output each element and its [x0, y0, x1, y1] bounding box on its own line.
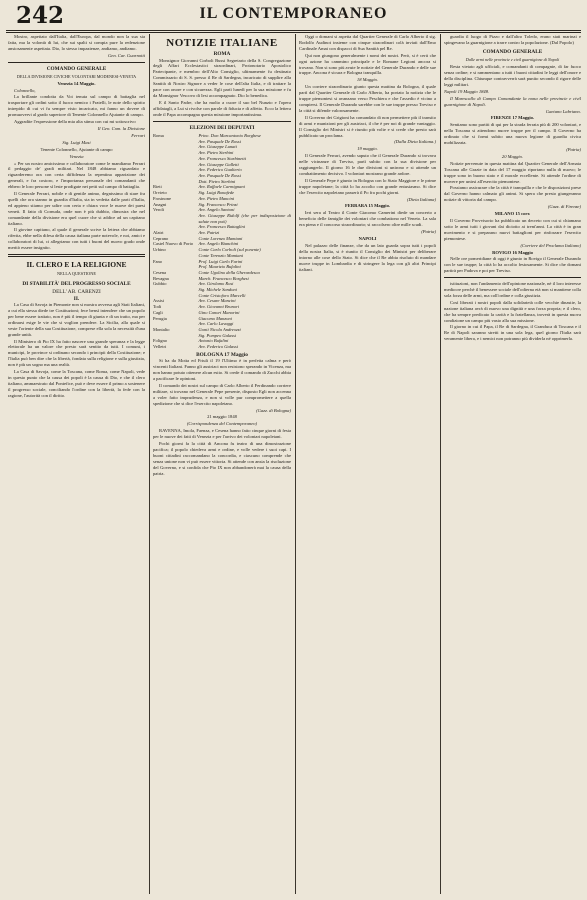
candidate-name: Prof. Maurizio Bufalini — [198, 264, 241, 270]
column-separator — [440, 34, 441, 894]
constituency-name: Bevagna — [153, 275, 169, 281]
candidate-name: Antonio Bufalini — [198, 338, 229, 344]
candidate-name: Conte Cristoforo Marcelli — [198, 292, 246, 298]
article-paragraph: RAVENNA, Imola, Faenza, e Cesena hanno fatto cinque giorni di festa per le nuove dei fatti di Venezia e per l'arrivo dei volontari napoletani. — [153, 428, 291, 440]
article-paragraph: Un corriere straordinario giunto questa mattina da Bologna, il quale partì dal Quartier Generale di Carlo Alberto, ha portato la notizia che le truppe piemontesi si avanzano verso Peschiera e che l'assedio è vicino a compiersi. Il Generale Durando sarebbe con le sue truppe presso Treviso e la città si difende valorosamente. — [299, 84, 436, 113]
article-paragraph: Il Generale Ferrari, avendo saputo che il Generale Durando si trovava nelle vicinanze di Treviso, partì subito con la sua divisione per raggiungerlo. Il giorno 16 le due divisioni si unirono e si attende un combattimento decisivo. I volontari mostrano grande ardore. — [299, 153, 436, 176]
article-paragraph: guardia il luogo di Pizzo e dall'altro Toledo, erano stati marinai e spingevano la guarnigione a trarre contro la popolazione. (Dal Popolo) — [444, 34, 581, 45]
divider — [8, 254, 145, 257]
constituency-name: Rieti — [153, 184, 162, 190]
divider — [444, 277, 581, 278]
addressee: Sig. Luigi Masi — [62, 139, 91, 145]
candidate-name: Dott. Pietro Sterbini — [198, 178, 236, 184]
section-heading: COMANDO GENERALE — [482, 48, 543, 55]
section-subheading: DELLA DIVISIONE CIVICHE VOLONTARI MODENESI-VENETA — [16, 74, 137, 80]
city-heading: ROMA — [213, 51, 231, 57]
article-paragraph: E il Santo Padre, che ha molto a cuore il suo bel Nunzio e l'opera affidatagli, a Lui si rivolse con parole di fiducia e di affetto. Ecco la lettera onde il Papa accompagna questa missione importantissima. — [153, 99, 291, 117]
constituency-name: Castel Nuovo di Porto — [153, 241, 194, 247]
section-heading: ELEZIONI DEI DEPUTATI — [189, 124, 255, 131]
dateline: 21 maggio 1848 — [207, 414, 237, 420]
candidate-name: Prof. Luigi Carlo Farini — [198, 258, 243, 264]
section-subheading: DI STABILITÀ' DEL PROGRESSO SOCIALE — [22, 280, 131, 287]
constituency-name — [153, 213, 199, 224]
constituency-name: Assisi — [153, 298, 165, 304]
city-heading: MILANO 15 corr. — [494, 211, 531, 217]
masthead-rule — [6, 30, 581, 31]
signature: Gaetano Labriano. — [545, 108, 581, 114]
article-paragraph: Il Governo dei Grigioni ha comandato di non permettere più il transito di armi e munizioni per gli austriaci, il che è per noi di grande vantaggio. Il Consiglio dei Ministri si è riunito più volte e si crede che presto sarà pubblicato un proclama. — [299, 114, 436, 138]
article-paragraph: Il giovine capitano, al quale il generale scrive la lettera che abbiamo riferita, ebbe nella difesa della causa italiana parte notevole, e noi, amici e collaboratori di lui, ci allegriamo con tutti i buoni del nuovo grado onde meritò essere insignito. — [8, 227, 145, 251]
salutation: Colonnello, — [14, 87, 36, 93]
candidate-name: Sig. Luigi Bonafede — [198, 190, 235, 196]
newspaper-title: IL CONTEMPORANEO — [199, 5, 388, 22]
article-paragraph: Notizie pervenute in questa mattina dal Quartier Generale dell'Armata Toscana alle Grazie in data del 17 maggio riportano nulla di nuovo; le truppe sono in buono stato e il morale eccellente. Si attende l'ordine di movere per unirsi all'esercito piemontese. — [444, 160, 581, 184]
dateline: 18 Maggio. — [356, 77, 379, 83]
article-paragraph: Il giorno in cui il Papa, il Re di Sardegna, il Granduca di Toscana e il Re di Napoli saranno stretti in una sola lega, quel giorno l'Italia sarà veramente libera, e i nemici non potranno più dividerla né opprimerla. — [444, 324, 581, 342]
article-paragraph: Resta vietato agli ufficiali, e comandanti di compagnie, di far fuoco senza ordine; e si rammentano a tutti i buoni cittadini le leggi dell'onore e della disciplina. Chiunque contravverrà sarà punito secondo il rigore delle leggi militari. — [444, 64, 581, 87]
city-heading: ROVIGO 16 Maggio — [492, 249, 533, 255]
signature: Gen. Car. Guarnotti — [107, 52, 145, 58]
constituency-name: Frosinone — [153, 195, 171, 201]
city-heading: FERRARA 15 Maggio. — [344, 203, 391, 209]
dateline: Napoli 19 Maggio 1848. — [444, 88, 490, 94]
constituency-name: Alatri — [153, 230, 164, 236]
correspondence-heading: (Corrispondenza del Contemporaneo) — [186, 421, 258, 427]
author: DELL' AB. CARENZI — [52, 289, 101, 296]
candidate-name: Gonti Nicola Andreozzi — [198, 326, 241, 332]
constituency-name: Gubbio — [153, 281, 167, 287]
addressee: Tenente Colonnello, Ajutante di campo — [40, 146, 113, 152]
constituency-name: Cagli — [153, 309, 163, 315]
candidate-name: Conte Lorenzo Mamiani — [198, 235, 243, 241]
addressee: Venezia — [69, 153, 84, 159]
section-subheading: Dalle armi nelle provincie e civil guarnigione di Napoli — [465, 57, 560, 63]
article-paragraph: Il Ministero di Pio IX ha fatto nascere una grande speranza e la legge elettorale ha un valore che presto sarà sentito da tutti. I comuni, i municipi, le province si ordinano secondo i principii della Costituzione; e l'Italia può ben dire che la libertà, fondata sulla religione e sulla giustizia, non è più un sogno ma una realtà. — [8, 338, 145, 368]
city-heading: NAPOLI — [358, 236, 377, 241]
city-heading: FIRENZE 17 Maggio. — [490, 115, 535, 121]
candidate-name: Avv. Cesare Mancini — [198, 298, 236, 304]
divider — [153, 121, 291, 122]
section-heading: NOTIZIE ITALIANE — [166, 37, 278, 49]
candidate-name: Sig. Pompeo Galassi — [198, 332, 237, 338]
candidate-name: Avv. Girolamo Rosi — [198, 281, 234, 287]
constituency-name: Foligno — [153, 338, 168, 344]
candidate-name: Conte Ugolino della Gherardesca — [198, 269, 260, 275]
source-credit: (Dieta Italiana) — [407, 196, 436, 202]
candidate-name: Conte Terenzio Mamiani — [198, 252, 243, 258]
candidate-name: Gino Canori Manorini — [198, 309, 240, 315]
candidate-name: Avv. Carlo Lavaggi — [198, 321, 234, 327]
divider — [8, 62, 145, 63]
candidate-name: Avv. Pietro Mancini — [198, 195, 235, 201]
candidate-name: March. Francesco Borghesi — [198, 275, 249, 281]
constituency-name: Veroli — [153, 207, 164, 213]
article-paragraph: Si ha da Motta ed Friuli il 19 l'Ultimo è in perfetta calma e però vincenti Italiani. Fanno gli austriaci non resistono sperando in Vicenza, ma non hanno potuto ottenere alcun esito. Si crede il comando di Zucchi abbia a pacificare le opinioni. — [153, 358, 291, 381]
candidate-name: Avv. Angelo Bianchini — [198, 241, 239, 247]
constituency-name: Fano — [153, 258, 162, 264]
candidate-name: Avv. Giovanni Brunori — [198, 304, 240, 310]
constituency-name: Perugia — [153, 315, 167, 321]
constituency-name: Anagni — [153, 201, 167, 207]
constituency-name: Todi — [153, 304, 162, 310]
candidate-name: Avv. Francesco Battaglini — [198, 224, 246, 230]
section-subheading: NELLA QUESTIONE — [56, 271, 97, 277]
constituency-name: Urbino — [153, 247, 166, 253]
dateline: 20 Maggio. — [501, 153, 524, 159]
article-paragraph: Pochi giorni fa la città di Ancona fu teatro di una dimostrazione pacifica; il popolo chiedeva armi e ordine, e volle vedere i suoi capi. I buoni cittadini raccomandano la concordia, e ciascuno comprende che senza unione non vi può essere vittoria. Si attende con ansia la risoluzione del Governo, e si confida che Pio IX non abbandonerà mai la causa della patria. — [153, 441, 291, 476]
election-row — [153, 213, 291, 224]
candidate-name: Avv. Pietro Sterbini — [198, 150, 234, 156]
candidate-name: Avv. Giuseppe Ridolfi (che per indisposizione di salute non può) — [198, 212, 291, 224]
article-paragraph: Aggradite l'espressione della mia alta stima con cui mi sottoscrivo — [14, 119, 136, 125]
constituency-name: Cesena — [153, 269, 166, 275]
source-credit: (Patria) — [421, 229, 436, 235]
candidate-name: Avv. Giuseppe Lunati — [198, 144, 237, 150]
source-credit: (Corriere del Proclama Italiano) — [520, 242, 581, 248]
column-separator — [295, 34, 296, 894]
candidate-name: Avv. Pasquale De Rossi — [198, 172, 241, 178]
article-paragraph: Il comando dei nostri sul campo di Carlo Alberto il Ferdinando corriere militare, si trovano nel Generale Pepe presente, disposto Egli non accenna a voler fatto imprudenza, e non si volle pur compromettere a quella spedizione che si dice l'esercito napoletano. — [153, 382, 291, 406]
article-paragraph: La Casa di Savoja in Piemonte non si mostra avversa agli Stati Italiani, a cui ella stessa diede tre Costituzioni; fece bensì intendere che un popolo per bene essere trattato, non è più il tempo di giunta e di un tratto, ma per ordinarsi esige le vie che si voglion prendere. La Sicilia, alla quale si veste l'oriente della sua Costituzione, comprese ella sola la necessità d'una grande unità. — [8, 302, 145, 337]
article-paragraph: Nelle ore pomeridiane di oggi è giunto in Rovigo il Generale Durando con le sue truppe; la città lo ha accolto festosamente. Si dice che domani partirà per Padova e poi per Treviso. — [444, 256, 581, 274]
election-table — [153, 133, 291, 350]
source-credit: (Gazz. di Firenze) — [547, 204, 581, 210]
note: Il Marescallo di Campo Comandante la nona nelle provincie e civil guarnigione di Napoli. — [444, 95, 581, 107]
article-paragraph: istituzioni, non l'andamento dell'opinione nazionale, nè il loro interesse mediocre perchè il benessere sociale dell'odierna età non si mantiene colla sola forza delle armi, ma coll'ordine e colla giustizia. — [444, 281, 581, 298]
dateline: 19 maggio. — [357, 146, 378, 152]
candidate-name: Sig. Francesco Prinzi — [198, 201, 238, 207]
constituency-name: Orvieto — [153, 190, 167, 196]
candidate-name: Princ. Don Marcantonio Borghese — [198, 133, 261, 139]
election-row — [153, 344, 291, 350]
article-paragraph: Il Generale Ferrari, nobile e di gentile animo, degnissimo di stare fra quelli che ora stanno in guardia d'Italia, sta in vedetta dalle parti d'Italia, ed appieno stiamo per udire con certa e chiara voce le nuove dei paesi veneti. Il fatto di Cornuda, onde non è più dubbio, dimostra che nel comandante della divisione era quel cuore che si addice ad un capitano italiano. — [8, 191, 145, 226]
article-paragraph: Il Generale Pepe è giunto in Bologna con lo Stato Maggiore e le prime truppe napoletane; la città lo ha accolto con grande entusiasmo. Si dice che l'esercito napoletano passerà il Po fra pochi giorni. — [299, 177, 436, 195]
column-3 — [299, 34, 436, 896]
article-paragraph: Mostro, aspettato dall'Italia, dall'Europa, dal mondo non la sua sia fatta, ma la volontà di lui, che sui spalti si compia pure la redenzione ansiosamente aspettata. Dio, lo stesso impazienze, andiamo, andiamo. — [8, 34, 145, 51]
article-paragraph: Oggi o domani si aspetta dal Quartier Generale di Carlo Alberto il sig. Rodolfo Audinot insieme con cinque straordinari colà inviati dall'Emo Cardinale Amat con dispacci di Sua Santità pel Re. — [299, 34, 436, 51]
article-paragraph: La brillante condotta da Voi tenuta sul campo di battaglia nel trasportare gli ordini sotto il fuoco nemico i Fratelli, le note dello spirito intrepido di cui vi fu sempre visto incaricato, mi fanno un dovere di promuovervi al grado superiore di Tenente Colonnello Ajutante di campo. — [8, 94, 145, 118]
masthead — [6, 2, 581, 32]
section-heading: COMANDO GENERALE — [46, 65, 107, 72]
page-number: 242 — [16, 2, 65, 29]
constituency-name: Roma — [153, 133, 164, 139]
constituency-name: Ceprano — [153, 235, 169, 241]
column-1 — [8, 34, 145, 896]
constituency-name: Montalto — [153, 326, 170, 332]
candidate-name: Avv. Francesco Sturbinetti — [198, 155, 247, 161]
candidate-name: Avv. Federico Gualterio — [198, 167, 242, 173]
column-2 — [153, 34, 291, 896]
article-paragraph: Possiamo assicurare che la città è tranquilla e che le disposizioni prese dal Governo hanno calmato gli animi. Si spera che presto giungeranno notizie di vittoria dal campo. — [444, 185, 581, 203]
article-paragraph: Monsignor Giovanni Corboli Bussi Segretario della S. Congregazione degli Affari Ecclesiastici straordinari, Protonotario Apostolico Partecipante, e membro dell'Alto Consiglio, ultimamente fu destinato Commissario di S. S. presso il Re di Sardegna, incaricato di supplire alla Santità di Nostro Signore a veder le cose dell'alta Italia, e di trattare la pace con onore e con sicurezza. Egli partì lunedì per la sua missione e fu da Monsignor Vescovo di Iesi accompagnato. Dio lo benedica. — [153, 57, 291, 98]
candidate-name: Avv. Patrizi — [198, 230, 220, 236]
signature: Ferrari — [131, 132, 145, 138]
candidate-name: Avv. Raffaele Carmignani — [198, 184, 245, 190]
candidate-name: Giacomo Manzoni — [198, 315, 232, 321]
candidate-name: Sig. Michele Sandoni — [198, 287, 237, 293]
article-paragraph: La Casa di Savoja, come la Toscana, come Roma, come Napoli, vede in questo punto che la causa dei popoli è la causa di Dio, e che il clero italiano, ammaestrato dal Pontefice, può e deve essere il primo a sostenere il progresso sociale, conciliando l'ordine con la libertà, la fede con la ragione, l'autorità con il diritto. — [8, 369, 145, 398]
article-paragraph: Qui non giungono generalmente i nomi dei nostri. Però, si è certi che ogni azione ha cammino principale e le Romane Legioni ancora si trovano. Non si sono più avute le notizie del Generale Durando e delle sue truppe. Ancona è sicura e Bologna tranquilla. — [299, 52, 436, 76]
article-paragraph: Così liberati i nostri popoli dalla solidarietà colle vecchie dinastie, la nazione italiana avrà di nuovo una dignità e una forza propria; e il clero, che ha sempre predicato la carità e la fratellanza, troverà in questa nuova condizione un campo più vasto alla sua missione. — [444, 299, 581, 323]
section-heading: IL CLERO E LA RELIGIONE — [26, 260, 127, 270]
source-credit: (Patria) — [566, 147, 581, 152]
masthead-rule-thin — [6, 32, 581, 33]
article-paragraph: Nel palazzo delle finanze, che da un lato guarda sopra tutti i popoli della nostra Italia, si è riunito il Consiglio dei Ministri per deliberare intorno alle cose dello Stato. Si dice che il Re abbia risoluto di mandare nuove truppe in Lombardia e di stringere la lega con gli altri Principi italiani. — [299, 242, 436, 272]
article-paragraph: Il Governo Provvisorio ha pubblicato un decreto con cui si chiamano sotto le armi tutti i giovani dai diciotto ai trent'anni. La città è in gran movimento e si preparano nuovi battaglioni per rinforzare l'esercito piemontese. — [444, 217, 581, 241]
article-paragraph: Sentiamo sono partiti di qui per la strada ferrata più di 200 volontari, e nella Toscana si attendono nuove truppe per il campo. Il Governo ha ordinato che si formi subito una nuova legione di guardia civica mobilizzata. — [444, 122, 581, 146]
candidate-name: Avv. Pasquale De Rossi — [198, 138, 241, 144]
article-paragraph: « Per un nostro amicissimo e collaboratore come le mandiamo Ferrari il pedaggio de' gradi militari. Nel 1848 abbiamo riguardato e riguarderemo ora con certa diffidenza la repentina apparizione dei generali, e fra costoro, e l'importanza personale dei comandanti che ebbero le loro persone sì leste prodigate nei petti sul campo di battaglia. — [8, 160, 145, 190]
candidate-name: Conte Carlo Corboli (sul ponente) — [198, 247, 261, 253]
column-4 — [444, 34, 581, 896]
candidate-name: Avv. Giuseppe Galletti — [198, 161, 239, 167]
article-paragraph: Ieri sera al Teatro il Conte Giacomo Camerini diede un concerto a beneficio delle famiglie dei volontari che combattono nel Veneto. La sala era piena e il concorso straordinario; si raccolsero oltre mille scudi. — [299, 210, 436, 228]
column-separator — [149, 34, 150, 894]
source-credit: (Dalla Dieta Italiana.) — [394, 139, 436, 145]
part-number: II. — [73, 295, 80, 302]
constituency-name: Velletri — [153, 344, 167, 350]
candidate-name: Avv. Federico Galassi — [198, 344, 239, 350]
signature: Il Gen. Com. la Divisione — [97, 125, 145, 131]
source-credit: (Gazz. di Bologna) — [256, 407, 291, 413]
city-heading: BOLOGNA 17 Maggio — [196, 351, 248, 358]
dateline: Venezia 14 Maggio. — [57, 80, 96, 86]
candidate-name: Avv. Angelo Santoni — [198, 207, 235, 213]
